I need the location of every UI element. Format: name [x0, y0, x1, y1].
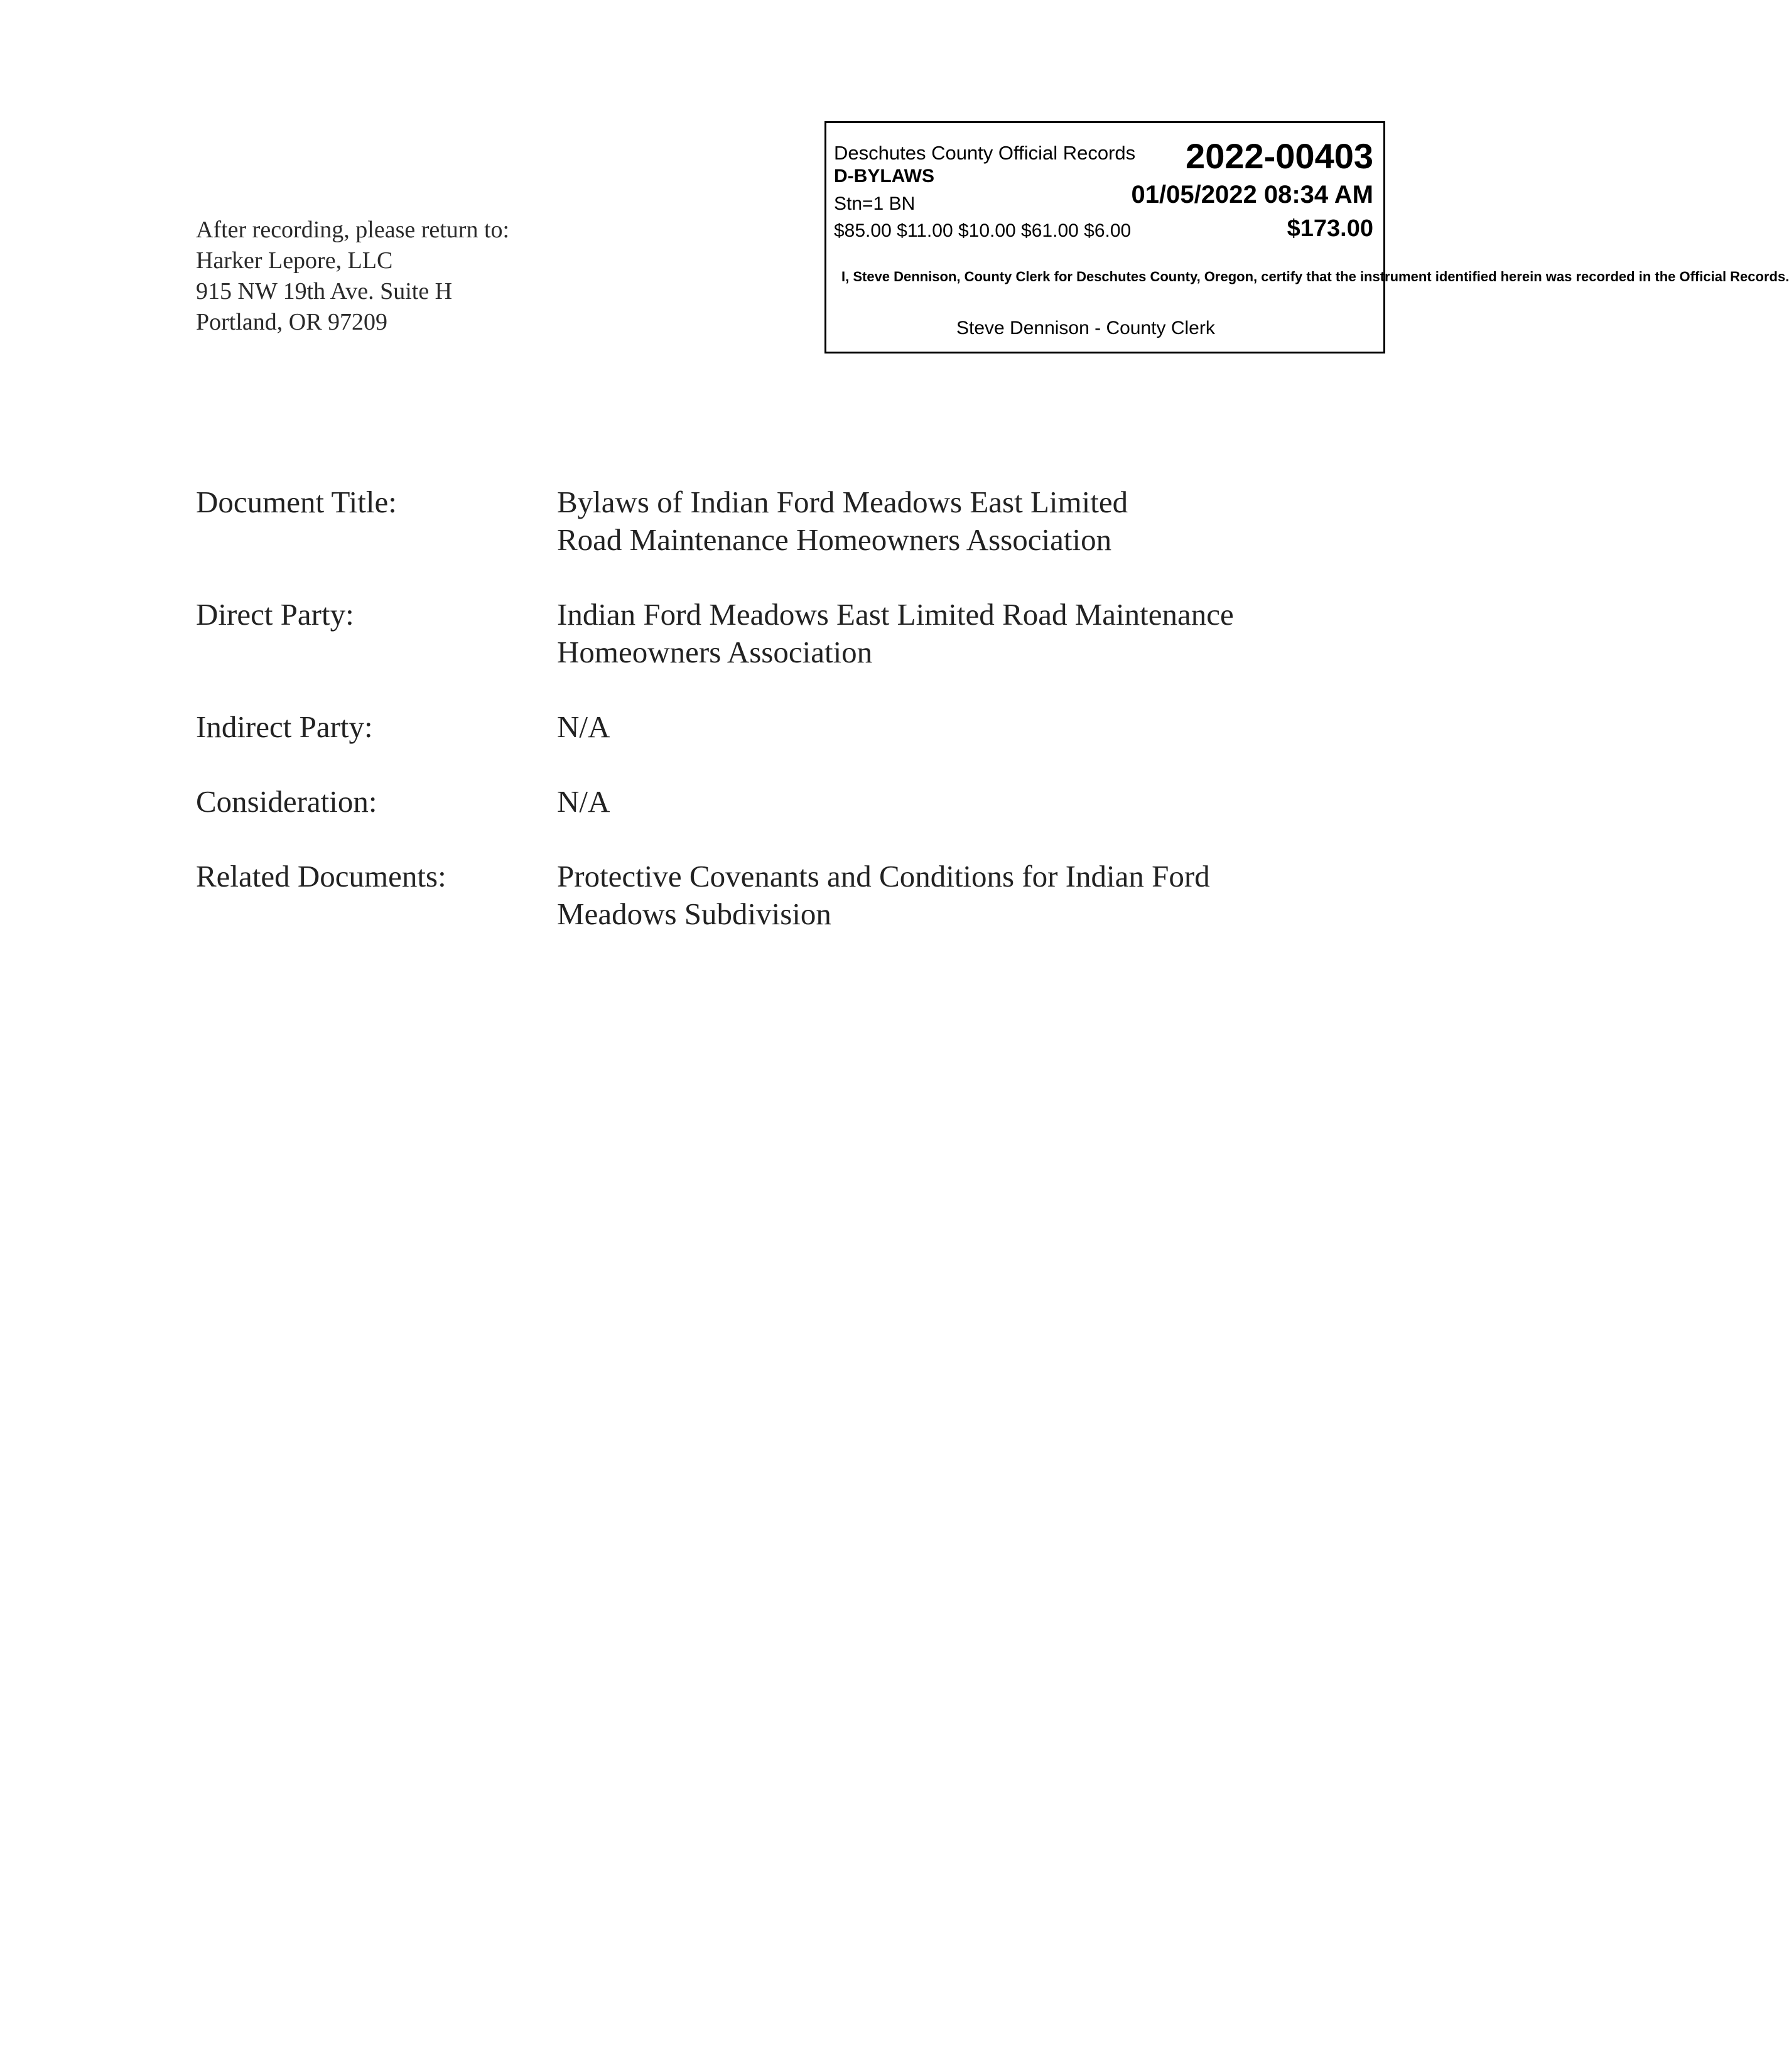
cover-sheet-fields [196, 483, 1389, 970]
recording-stamp [824, 121, 1789, 353]
field-label: Document Title: [196, 485, 397, 519]
field-consideration [196, 783, 1389, 821]
return-address-block [196, 215, 635, 338]
stamp-station: Stn=1 BN [834, 193, 916, 214]
field-value [557, 783, 1389, 821]
field-direct-party [196, 596, 1389, 671]
stamp-total: $173.00 [1287, 215, 1373, 242]
stamp-recorded-datetime: 01/05/2022 08:34 AM [1131, 181, 1373, 208]
stamp-instrument-number: 2022-00403 [1186, 136, 1373, 176]
field-label: Indirect Party: [196, 710, 373, 744]
field-document-title [196, 483, 1389, 559]
field-label: Direct Party: [196, 597, 354, 632]
return-firm-name: Harker Lepore, LLC [196, 247, 393, 274]
return-street-address: 915 NW 19th Ave. Suite H [196, 278, 453, 305]
stamp-signature-line: Steve Dennison - County Clerk [956, 318, 1215, 338]
field-value-line: Homeowners Association [557, 635, 873, 669]
field-value-line: Protective Covenants and Conditions for Indian Ford [557, 859, 1210, 893]
field-label: Related Documents: [196, 859, 446, 893]
field-value [557, 708, 1389, 746]
stamp-document-type: D-BYLAWS [834, 166, 934, 186]
field-value-line: Meadows Subdivision [557, 897, 831, 931]
field-value-line: Indian Ford Meadows East Limited Road Maintenance [557, 597, 1234, 632]
stamp-office: Deschutes County Official Records [834, 142, 1136, 164]
field-indirect-party [196, 708, 1389, 746]
field-related-documents [196, 858, 1389, 933]
field-value [557, 858, 1389, 933]
field-value-line: Bylaws of Indian Ford Meadows East Limited [557, 485, 1128, 519]
return-instruction: After recording, please return to: [196, 217, 510, 243]
field-value-line: N/A [557, 784, 610, 819]
field-value [557, 596, 1389, 671]
field-value-line: N/A [557, 710, 610, 744]
field-value [557, 483, 1389, 559]
field-label: Consideration: [196, 784, 377, 819]
return-city-state-zip: Portland, OR 97209 [196, 309, 388, 335]
stamp-fees: $85.00 $11.00 $10.00 $61.00 $6.00 [834, 220, 1132, 241]
field-value-line: Road Maintenance Homeowners Association [557, 522, 1112, 557]
stamp-certification: I, Steve Dennison, County Clerk for Deschutes County, Oregon, certify that the instrument identified herein was recorded in the Official Records. [841, 269, 1789, 284]
